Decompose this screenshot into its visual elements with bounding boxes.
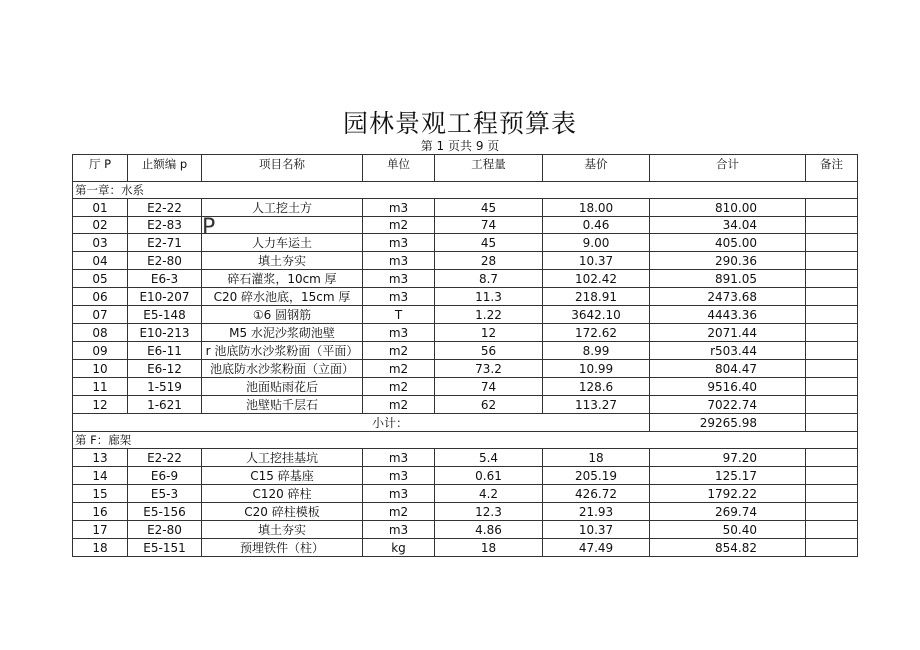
- cell-no: 13: [73, 449, 128, 467]
- table-row: [73, 360, 858, 378]
- cell-unit: m3: [363, 521, 435, 539]
- cell-code: E5-3: [128, 485, 202, 503]
- cell-code: E2-80: [128, 521, 202, 539]
- cell-code: E2-22: [128, 199, 202, 217]
- cell-no: 16: [73, 503, 128, 521]
- cell-code: E2-71: [128, 234, 202, 252]
- cell-no: 07: [73, 306, 128, 324]
- cell-note: [806, 396, 858, 414]
- cell-name: 预埋铁件（柱）: [202, 539, 363, 557]
- cell-total: 9516.40: [650, 378, 806, 396]
- table-row: [73, 521, 858, 539]
- cell-note: [806, 199, 858, 217]
- table-row: [73, 234, 858, 252]
- table-row: [73, 252, 858, 270]
- cell-qty: 73.2: [435, 360, 543, 378]
- cell-no: 11: [73, 378, 128, 396]
- cell-qty: 1.22: [435, 306, 543, 324]
- cell-qty: 45: [435, 234, 543, 252]
- table-row: [73, 396, 858, 414]
- cell-qty: 0.61: [435, 467, 543, 485]
- cell-note: [806, 270, 858, 288]
- cell-unit: m2: [363, 217, 435, 234]
- cell-total: 2071.44: [650, 324, 806, 342]
- cell-no: 03: [73, 234, 128, 252]
- cell-note: [806, 288, 858, 306]
- table-row: [73, 485, 858, 503]
- cell-qty: 11.3: [435, 288, 543, 306]
- cell-name: C15 碎基座: [202, 467, 363, 485]
- cell-note: [806, 521, 858, 539]
- cell-name: 人工挖挂基坑: [202, 449, 363, 467]
- cell-qty: 12.3: [435, 503, 543, 521]
- page-number: 第 1 页共 9 页: [420, 139, 500, 153]
- cell-unit: m3: [363, 324, 435, 342]
- header-code: 止额编 p: [128, 155, 202, 182]
- cell-name: 池底防水沙浆粉面（立面）: [202, 360, 363, 378]
- cell-no: 17: [73, 521, 128, 539]
- cell-code: E10-207: [128, 288, 202, 306]
- cell-name: 填土夯实: [202, 521, 363, 539]
- table-row: [73, 288, 858, 306]
- cell-total: 269.74: [650, 503, 806, 521]
- cell-price: 47.49: [543, 539, 650, 557]
- budget-table: [72, 154, 858, 557]
- section-header: [73, 182, 858, 199]
- cell-name: 填土夯实: [202, 252, 363, 270]
- cell-price: 10.99: [543, 360, 650, 378]
- table-row: [73, 378, 858, 396]
- cell-unit: m3: [363, 449, 435, 467]
- cell-unit: m3: [363, 485, 435, 503]
- cell-qty: 8.7: [435, 270, 543, 288]
- cell-code: E10-213: [128, 324, 202, 342]
- table-row: [73, 270, 858, 288]
- cell-name: 碎石灌浆，10cm 厚: [202, 270, 363, 288]
- cell-qty: 28: [435, 252, 543, 270]
- cell-note: [806, 342, 858, 360]
- header-row: [73, 155, 858, 182]
- cell-total: 97.20: [650, 449, 806, 467]
- cell-code: E2-22: [128, 449, 202, 467]
- cell-name: C20 碎水池底，15cm 厚: [202, 288, 363, 306]
- cell-total: 50.40: [650, 521, 806, 539]
- cell-code: E6-9: [128, 467, 202, 485]
- cell-name: M5 水泥沙浆砌池壁: [202, 324, 363, 342]
- subtotal-value: 29265.98: [650, 414, 806, 432]
- subtotal-label: 小计：: [73, 414, 650, 432]
- cell-note: [806, 306, 858, 324]
- cell-total: 891.05: [650, 270, 806, 288]
- cell-name: C120 碎柱: [202, 485, 363, 503]
- cell-name: 人工挖土方: [202, 199, 363, 217]
- cell-name: ①6 圆钢筋: [202, 306, 363, 324]
- table-row: [73, 342, 858, 360]
- cell-qty: 74: [435, 217, 543, 234]
- cell-note: [806, 324, 858, 342]
- cell-total: 7022.74: [650, 396, 806, 414]
- cell-unit: m2: [363, 503, 435, 521]
- cell-unit: m3: [363, 252, 435, 270]
- subtotal-note: [806, 414, 858, 432]
- cell-name: 池面贴雨花后: [202, 378, 363, 396]
- cell-total: 2473.68: [650, 288, 806, 306]
- section-header: [73, 432, 858, 449]
- cell-qty: 18: [435, 539, 543, 557]
- cell-total: 34.04: [650, 217, 806, 234]
- cell-unit: m3: [363, 467, 435, 485]
- table-row: [73, 467, 858, 485]
- header-note: 备注: [806, 155, 858, 182]
- cell-qty: 4.86: [435, 521, 543, 539]
- cell-note: [806, 485, 858, 503]
- cell-price: 102.42: [543, 270, 650, 288]
- cell-total: 4443.36: [650, 306, 806, 324]
- cell-price: 18: [543, 449, 650, 467]
- cell-name: [202, 217, 363, 234]
- cell-qty: 12: [435, 324, 543, 342]
- stray-glyph: P: [202, 215, 216, 240]
- cell-no: 10: [73, 360, 128, 378]
- cell-total: r503.44: [650, 342, 806, 360]
- cell-note: [806, 360, 858, 378]
- cell-price: 9.00: [543, 234, 650, 252]
- cell-no: 01: [73, 199, 128, 217]
- cell-note: [806, 234, 858, 252]
- cell-total: 290.36: [650, 252, 806, 270]
- cell-price: 218.91: [543, 288, 650, 306]
- cell-price: 10.37: [543, 521, 650, 539]
- cell-no: 06: [73, 288, 128, 306]
- cell-price: 0.46: [543, 217, 650, 234]
- table-row: [73, 217, 858, 234]
- cell-qty: 56: [435, 342, 543, 360]
- cell-qty: 74: [435, 378, 543, 396]
- cell-price: 113.27: [543, 396, 650, 414]
- cell-name: C20 碎柱模板: [202, 503, 363, 521]
- cell-qty: 5.4: [435, 449, 543, 467]
- cell-price: 10.37: [543, 252, 650, 270]
- cell-code: E2-80: [128, 252, 202, 270]
- table-row: [73, 199, 858, 217]
- cell-no: 02: [73, 217, 128, 234]
- cell-code: E5-148: [128, 306, 202, 324]
- cell-note: [806, 378, 858, 396]
- cell-price: 3642.10: [543, 306, 650, 324]
- cell-code: E6-11: [128, 342, 202, 360]
- section-title: 第一章：水系: [73, 182, 858, 199]
- cell-no: 12: [73, 396, 128, 414]
- cell-no: 04: [73, 252, 128, 270]
- table-row: [73, 539, 858, 557]
- cell-unit: m3: [363, 199, 435, 217]
- cell-price: 18.00: [543, 199, 650, 217]
- cell-total: 854.82: [650, 539, 806, 557]
- cell-no: 05: [73, 270, 128, 288]
- table-row: [73, 503, 858, 521]
- header-price: 基价: [543, 155, 650, 182]
- cell-qty: 45: [435, 199, 543, 217]
- cell-total: 125.17: [650, 467, 806, 485]
- cell-qty: 4.2: [435, 485, 543, 503]
- cell-unit: m3: [363, 234, 435, 252]
- table-row: [73, 449, 858, 467]
- cell-price: 426.72: [543, 485, 650, 503]
- cell-note: [806, 217, 858, 234]
- cell-no: 09: [73, 342, 128, 360]
- cell-code: E5-151: [128, 539, 202, 557]
- cell-price: 128.6: [543, 378, 650, 396]
- cell-code: E2-83: [128, 217, 202, 234]
- cell-note: [806, 539, 858, 557]
- subtotal-row: [73, 414, 858, 432]
- header-unit: 单位: [363, 155, 435, 182]
- cell-note: [806, 252, 858, 270]
- header-qty: 工程量: [435, 155, 543, 182]
- cell-unit: m3: [363, 270, 435, 288]
- cell-note: [806, 449, 858, 467]
- cell-no: 15: [73, 485, 128, 503]
- cell-price: 21.93: [543, 503, 650, 521]
- header-name: 项目名称: [202, 155, 363, 182]
- cell-price: 172.62: [543, 324, 650, 342]
- cell-qty: 62: [435, 396, 543, 414]
- cell-code: E6-3: [128, 270, 202, 288]
- cell-unit: m2: [363, 342, 435, 360]
- cell-name: 人力车运土: [202, 234, 363, 252]
- cell-code: E5-156: [128, 503, 202, 521]
- cell-total: 405.00: [650, 234, 806, 252]
- header-total: 合计: [650, 155, 806, 182]
- table-row: [73, 324, 858, 342]
- page-title: 园林景观工程预算表: [342, 109, 577, 138]
- table-row: [73, 306, 858, 324]
- cell-price: 8.99: [543, 342, 650, 360]
- cell-total: 804.47: [650, 360, 806, 378]
- cell-unit: m2: [363, 360, 435, 378]
- cell-no: 18: [73, 539, 128, 557]
- cell-unit: m3: [363, 288, 435, 306]
- cell-name: r 池底防水沙浆粉面（平面）: [202, 342, 363, 360]
- cell-unit: m2: [363, 378, 435, 396]
- cell-total: 1792.22: [650, 485, 806, 503]
- header-no: 厅 P: [73, 155, 128, 182]
- section-title: 第 F：廊架: [73, 432, 858, 449]
- cell-note: [806, 503, 858, 521]
- cell-unit: kg: [363, 539, 435, 557]
- cell-total: 810.00: [650, 199, 806, 217]
- cell-code: E6-12: [128, 360, 202, 378]
- cell-code: 1-621: [128, 396, 202, 414]
- cell-price: 205.19: [543, 467, 650, 485]
- cell-code: 1-519: [128, 378, 202, 396]
- cell-no: 14: [73, 467, 128, 485]
- cell-name: 池壁贴千层石: [202, 396, 363, 414]
- cell-no: 08: [73, 324, 128, 342]
- cell-unit: T: [363, 306, 435, 324]
- cell-unit: m2: [363, 396, 435, 414]
- cell-note: [806, 467, 858, 485]
